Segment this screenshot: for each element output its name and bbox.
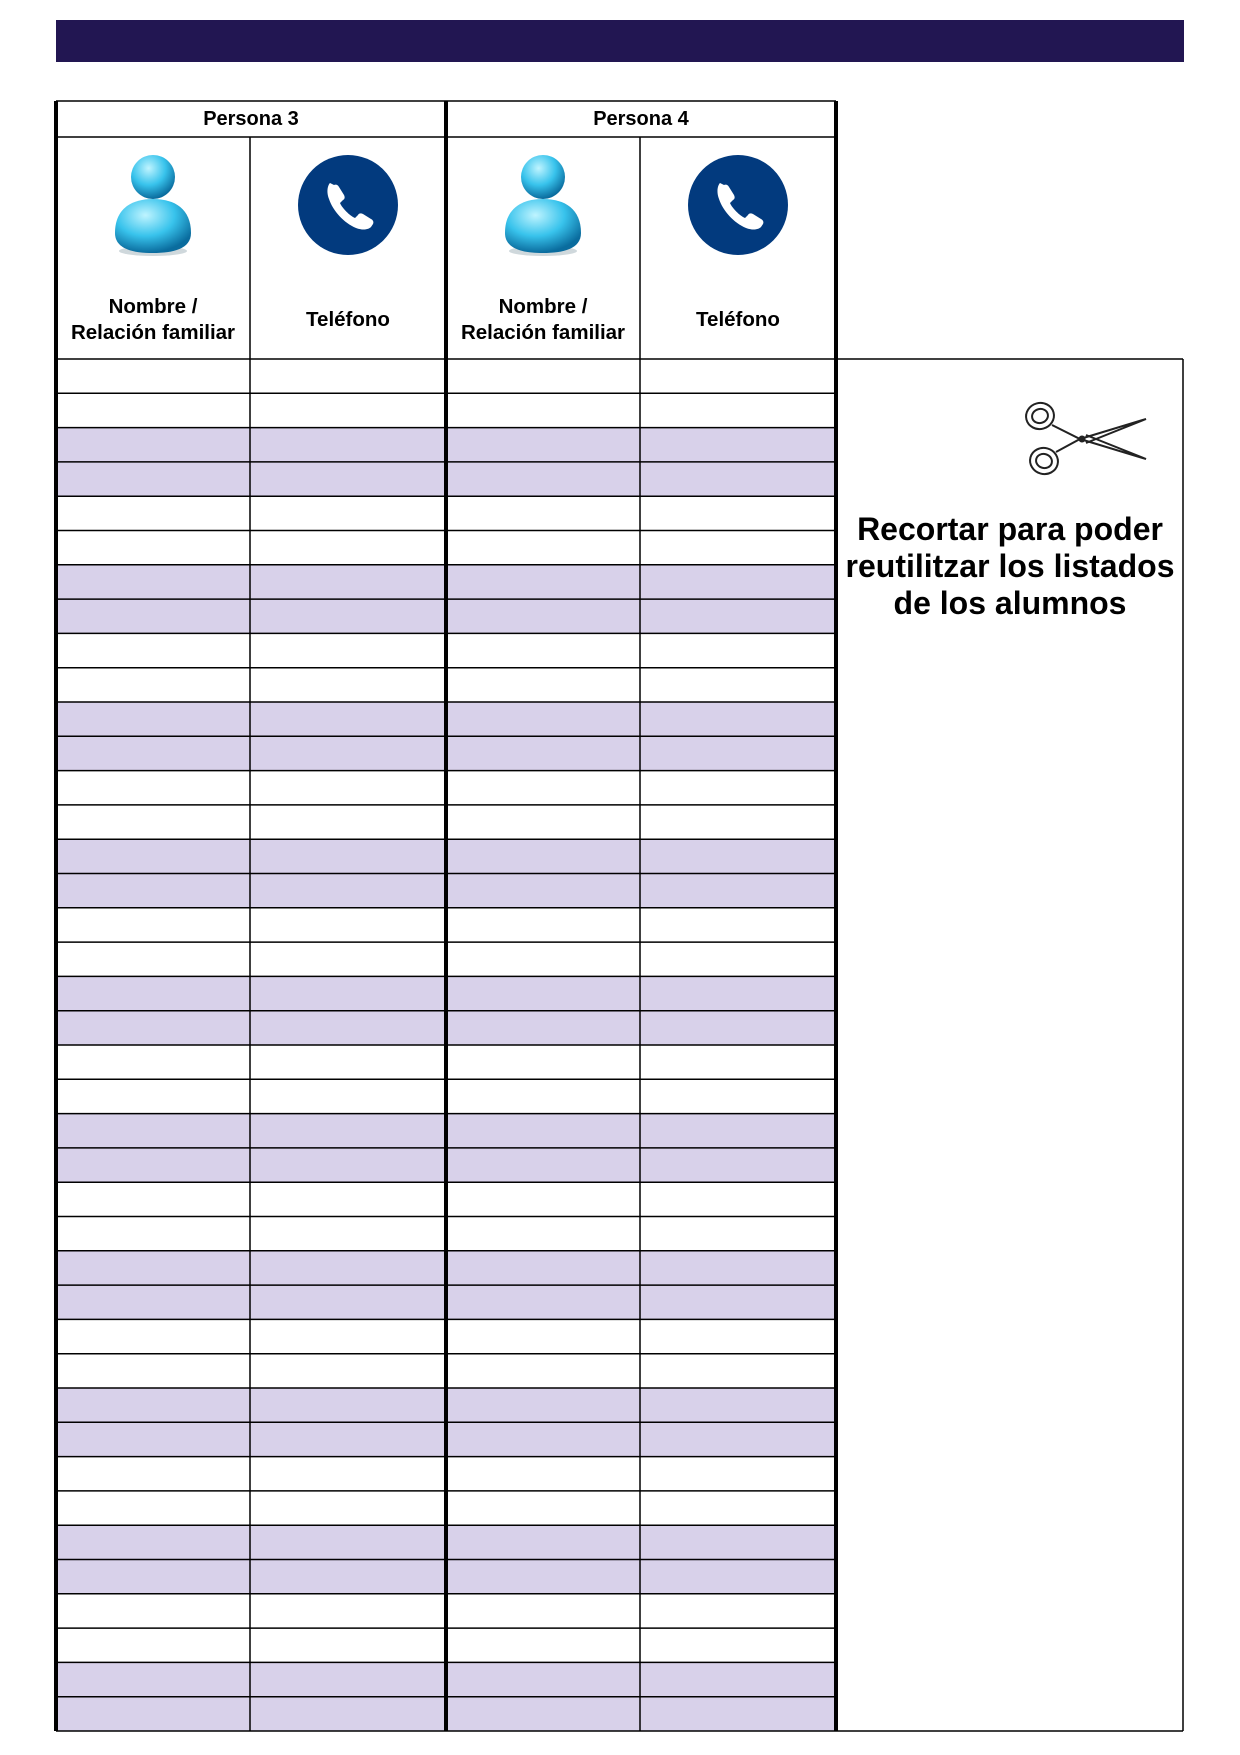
table-row[interactable] [56, 1525, 837, 1559]
table-row[interactable] [56, 1285, 837, 1319]
table-row[interactable] [56, 428, 837, 462]
phone-column-header [640, 137, 836, 359]
name-label: Nombre / Relación familiar [70, 295, 236, 344]
table-row[interactable] [56, 839, 837, 873]
table-row[interactable] [56, 359, 837, 393]
table-row[interactable] [56, 1560, 837, 1594]
table-row[interactable] [56, 1148, 837, 1182]
table-row[interactable] [56, 599, 837, 633]
table-row[interactable] [56, 1354, 837, 1388]
table-row[interactable] [56, 1114, 837, 1148]
table-row[interactable] [56, 1251, 837, 1285]
table-row[interactable] [56, 1628, 837, 1662]
table-row[interactable] [56, 668, 837, 702]
table-row[interactable] [56, 771, 837, 805]
phone-icon [298, 153, 398, 257]
table-row[interactable] [56, 942, 837, 976]
table-row[interactable] [56, 1457, 837, 1491]
top-bar [56, 20, 1184, 62]
header-icon-row [56, 137, 837, 359]
table-row[interactable] [56, 1662, 837, 1696]
group-header-persona-3: Persona 3 [203, 107, 299, 130]
table-row[interactable] [56, 496, 837, 530]
table-row[interactable] [56, 462, 837, 496]
scissors-icon [1022, 399, 1150, 479]
table-row[interactable] [56, 1217, 837, 1251]
table-row[interactable] [56, 565, 837, 599]
table-row[interactable] [56, 1422, 837, 1456]
phone-icon [688, 153, 788, 257]
table-row[interactable] [56, 633, 837, 667]
name-label: Nombre / Relación familiar [460, 295, 626, 344]
table-row[interactable] [56, 1594, 837, 1628]
phone-column-header [250, 137, 446, 359]
table-row[interactable] [56, 805, 837, 839]
person-icon [493, 153, 593, 257]
cut-panel [837, 359, 1183, 1731]
person-icon [103, 153, 203, 257]
table-row[interactable] [56, 976, 837, 1010]
group-header-persona-4: Persona 4 [593, 107, 689, 130]
phone-label: Teléfono [306, 308, 390, 331]
table-row[interactable] [56, 736, 837, 770]
table-row[interactable] [56, 1491, 837, 1525]
cut-instructions: Recortar para poder reutilitzar los listados de los alumnos [845, 511, 1175, 621]
table-row[interactable] [56, 908, 837, 942]
table-row[interactable] [56, 1319, 837, 1353]
name-column-header [446, 137, 640, 359]
table-row[interactable] [56, 393, 837, 427]
table-row[interactable] [56, 874, 837, 908]
table-row[interactable] [56, 1011, 837, 1045]
phone-label: Teléfono [696, 308, 780, 331]
table-row[interactable] [56, 1079, 837, 1113]
table-row[interactable] [56, 531, 837, 565]
table-row[interactable] [56, 1045, 837, 1079]
name-column-header [56, 137, 250, 359]
table-row[interactable] [56, 1182, 837, 1216]
table-row[interactable] [56, 1388, 837, 1422]
table-row[interactable] [56, 702, 837, 736]
table-row[interactable] [56, 1697, 837, 1731]
